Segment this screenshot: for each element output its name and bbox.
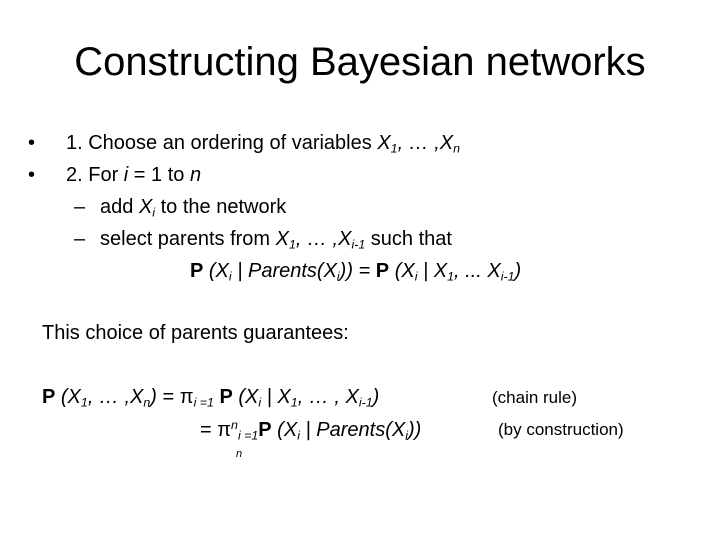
construction-note: (by construction) [498, 420, 624, 439]
dash-icon: – [74, 228, 86, 250]
bullet-icon: • [28, 164, 36, 186]
sub-item-select-parents: – select parents from $X_1$, … $,X_{i-1}$ such that [74, 228, 452, 252]
bullet-item-loop: • 2. For i = 1 to n [28, 164, 202, 186]
bullet-item-ordering: • 1. Choose an ordering of variables $X_1$, … $,X_n$ [28, 132, 461, 156]
slide-title: Constructing Bayesian networks [74, 40, 646, 84]
sub-item-add-node: – add $X_i$ to the network [74, 196, 287, 220]
chain-rule-equation: P ($X_1$, … $,X_n) = \pi_{i =1}$ P ($X_i$ | $X_1$, … , $X_{i-1}$) [42, 386, 380, 410]
dash-icon: – [74, 196, 86, 218]
chain-rule-note: (chain rule) [492, 388, 578, 407]
stray-n-label: n [236, 448, 243, 460]
condition-equation: P ($X_i$ | $Parents(X_i)) = P$ ($X_i$ | $X_1$, ... $X_{i-1}$) [190, 260, 522, 284]
bullet-icon: • [28, 132, 36, 154]
construction-equation: = $\pi^n_{i =1}P$ ($X_i$ | $Parents(X_i)$) [200, 418, 422, 443]
intro-text: This choice of parents guarantees: [42, 322, 349, 344]
